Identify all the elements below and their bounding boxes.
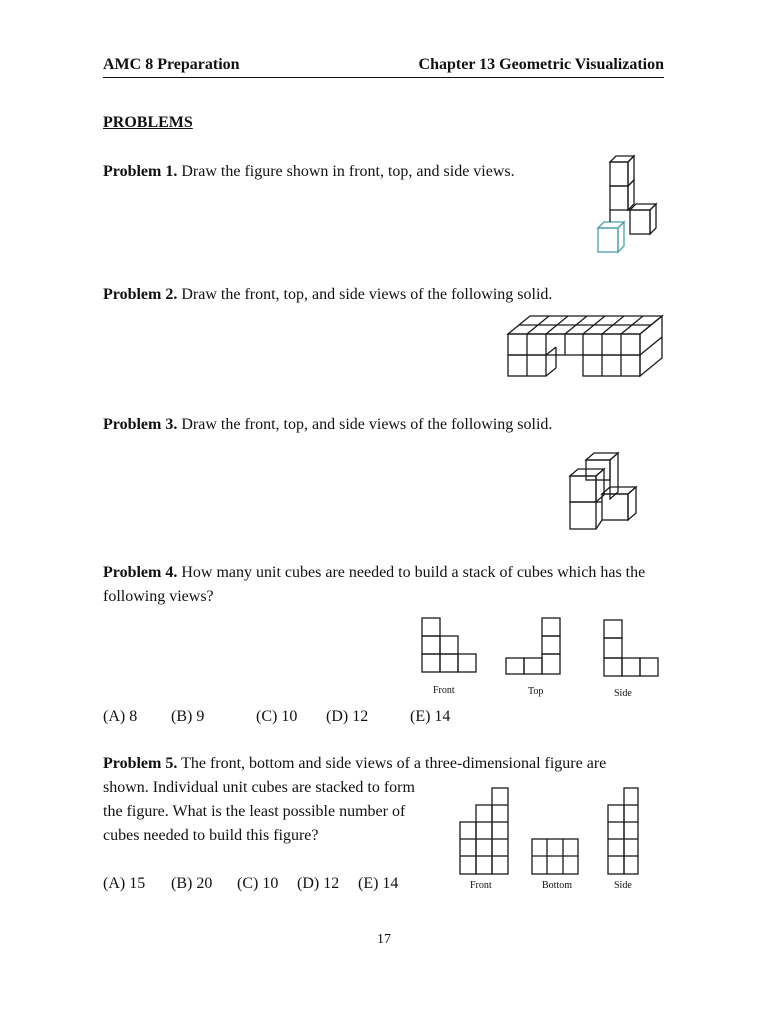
problem-1-label: Problem 1. xyxy=(103,163,178,180)
problem-4-text: How many unit cubes are needed to build a stack of cubes which has the following views? xyxy=(103,564,646,605)
problem-5-choice-b[interactable]: (B) 20 xyxy=(171,875,213,892)
header-left: AMC 8 Preparation xyxy=(103,56,240,73)
problem-2-figure xyxy=(504,312,666,380)
problem-4-side-view xyxy=(604,620,658,676)
problem-4-label: Problem 4. xyxy=(103,564,178,581)
problem-4-top-label: Top xyxy=(528,686,544,697)
problem-4-choice-e[interactable]: (E) 14 xyxy=(410,708,451,725)
problem-5-side-label: Side xyxy=(614,880,632,891)
problem-5-front-label: Front xyxy=(470,880,492,891)
problem-5-label: Problem 5. xyxy=(103,755,178,772)
problem-5 xyxy=(103,752,663,776)
problem-5-line4: cubes needed to build this figure? xyxy=(103,827,319,844)
problem-4-choice-c[interactable]: (C) 10 xyxy=(256,708,298,725)
header-right: Chapter 13 Geometric Visualization xyxy=(418,56,664,73)
problem-1-text: Draw the figure shown in front, top, and side views. xyxy=(177,163,515,180)
problem-5-bottom-view xyxy=(532,839,578,874)
page-number: 17 xyxy=(377,932,391,947)
problem-4-choices xyxy=(103,708,450,726)
problem-4-top-view xyxy=(506,618,560,674)
problem-2 xyxy=(103,283,663,307)
problem-4-choice-d[interactable]: (D) 12 xyxy=(326,708,369,725)
problem-4 xyxy=(103,561,663,609)
problem-3-text: Draw the front, top, and side views of the following solid. xyxy=(177,416,553,433)
problem-5-front-view xyxy=(460,788,508,874)
problem-5-line1: The front, bottom and side views of a three-dimensional figure are xyxy=(177,755,607,772)
problem-3 xyxy=(103,413,663,437)
problem-4-side-label: Side xyxy=(614,688,632,699)
section-title: PROBLEMS xyxy=(103,114,193,131)
problem-5-choice-e[interactable]: (E) 14 xyxy=(358,875,399,892)
problem-1-figure xyxy=(592,152,662,256)
problem-5-bottom-label: Bottom xyxy=(542,880,573,891)
problem-4-front-view xyxy=(422,618,476,672)
problem-5-choices xyxy=(103,875,398,893)
problem-4-choice-b[interactable]: (B) 9 xyxy=(171,708,205,725)
problem-2-text: Draw the front, top, and side views of the following solid. xyxy=(177,286,553,303)
problem-4-choice-a[interactable]: (A) 8 xyxy=(103,708,138,725)
problem-4-front-label: Front xyxy=(433,685,455,696)
header-rule xyxy=(103,77,664,78)
problem-4-views xyxy=(416,614,666,702)
problem-5-views xyxy=(456,784,666,894)
problem-5-choice-c[interactable]: (C) 10 xyxy=(237,875,279,892)
problem-5-choice-a[interactable]: (A) 15 xyxy=(103,875,146,892)
problem-2-label: Problem 2. xyxy=(103,286,178,303)
problem-5-choice-d[interactable]: (D) 12 xyxy=(297,875,340,892)
problem-5-line3: the figure. What is the least possible number of xyxy=(103,803,406,820)
problem-5-side-view xyxy=(608,788,638,874)
problem-5-line2: shown. Individual unit cubes are stacked to form xyxy=(103,779,415,796)
problem-3-figure xyxy=(566,450,642,534)
problem-1 xyxy=(103,160,663,184)
problem-3-label: Problem 3. xyxy=(103,416,178,433)
